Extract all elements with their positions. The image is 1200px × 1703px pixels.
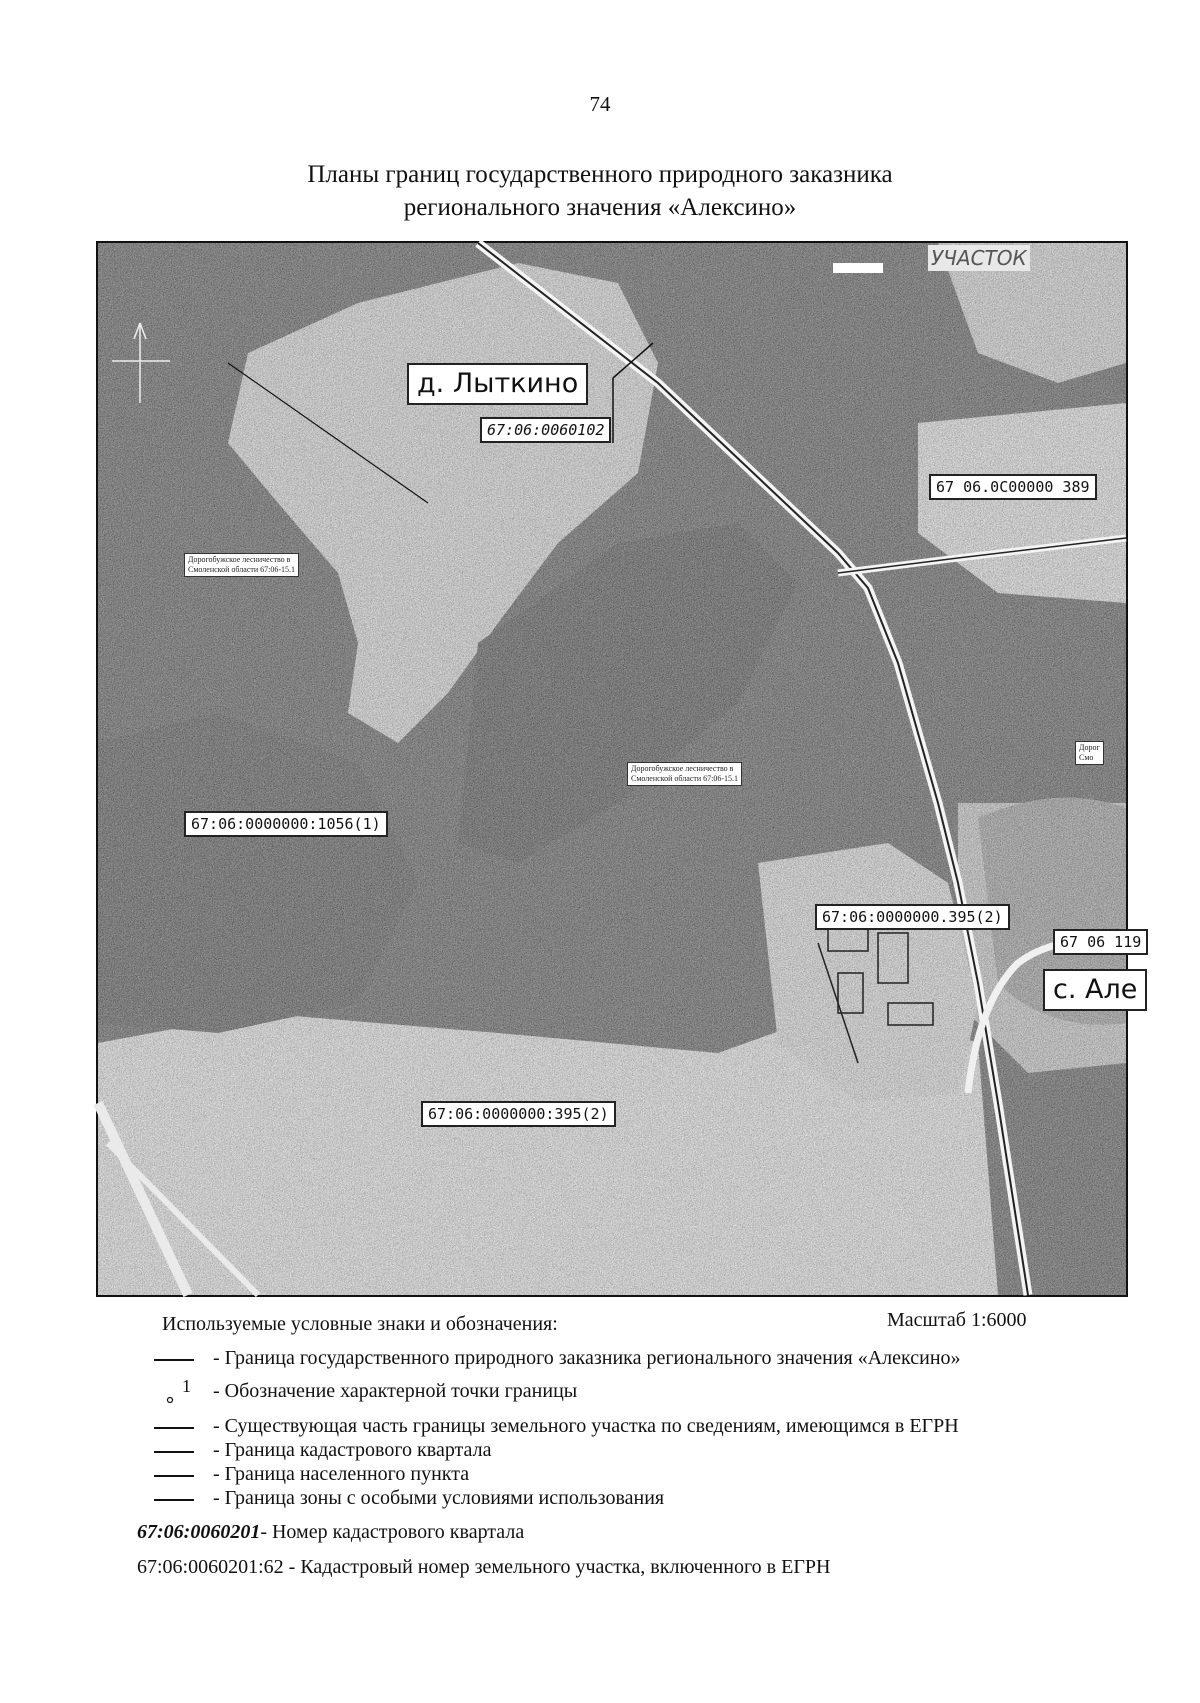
quarter-code-desc: - Номер кадастрового квартала xyxy=(260,1521,525,1543)
page-number: 74 xyxy=(589,92,611,116)
parcel-label-119: 67 06 119 xyxy=(1053,929,1148,955)
parcel-code-desc: - Кадастровый номер земельного участка, включенного в ЕГРН xyxy=(283,1556,831,1578)
point-number: 1 xyxy=(182,1376,191,1396)
title-line-2: регионального значения «Алексино» xyxy=(403,194,797,221)
forestry-east-line-1: Дорог xyxy=(1079,743,1100,752)
title-line-1: Планы границ государственного природного заказника xyxy=(307,161,893,188)
forestry-label-center xyxy=(627,762,742,786)
parcel-label-395-2-east: 67:06:0000000.395(2) xyxy=(815,904,1010,930)
quarter-label-0060102: 67:06:0060102 xyxy=(480,417,611,443)
forestry-west-line-1: Дорогобужское лесничество в xyxy=(188,555,291,564)
legend-heading: Используемые условные знаки и обозначения: xyxy=(162,1313,558,1335)
forestry-west-line-2: Смоленской области 67:06-15.1 xyxy=(188,565,296,574)
legend-point-symbol xyxy=(150,1376,205,1404)
aerial-map xyxy=(96,241,1142,1297)
legend-parcel-code xyxy=(137,1556,830,1579)
aerial-imagery xyxy=(98,243,1126,1295)
forestry-label-east xyxy=(1075,741,1104,765)
legend-line-symbol xyxy=(150,1463,205,1487)
map-scale: Масштаб 1:6000 xyxy=(887,1309,1027,1331)
legend-line-symbol xyxy=(150,1347,205,1371)
page-title xyxy=(0,158,1200,224)
legend-line-symbol xyxy=(150,1487,205,1511)
forestry-label-west xyxy=(184,553,299,577)
forestry-center-line-1: Дорогобужское лесничество в xyxy=(631,764,734,773)
forestry-center-line-2: Смоленской области 67:06-15.1 xyxy=(631,774,739,783)
forestry-east-line-2: Смо xyxy=(1079,753,1094,762)
parcel-label-1056: 67:06:0000000:1056(1) xyxy=(184,811,388,837)
legend-line-symbol xyxy=(150,1415,205,1439)
place-label-lytkino: д. Лыткино xyxy=(407,363,588,405)
top-corner-label: УЧАСТОК xyxy=(928,245,1030,271)
legend-line-symbol xyxy=(150,1439,205,1463)
quarter-code: 67:06:0060201 xyxy=(137,1521,261,1543)
legend-quarter-code xyxy=(137,1521,524,1544)
parcel-code: 67:06:0060201:62 xyxy=(137,1556,284,1578)
parcel-label-389: 67 06.0С00000 389 xyxy=(929,474,1097,500)
place-label-aleksino: с. Але xyxy=(1043,969,1147,1011)
parcel-label-395-2-south: 67:06:0000000:395(2) xyxy=(421,1101,616,1127)
